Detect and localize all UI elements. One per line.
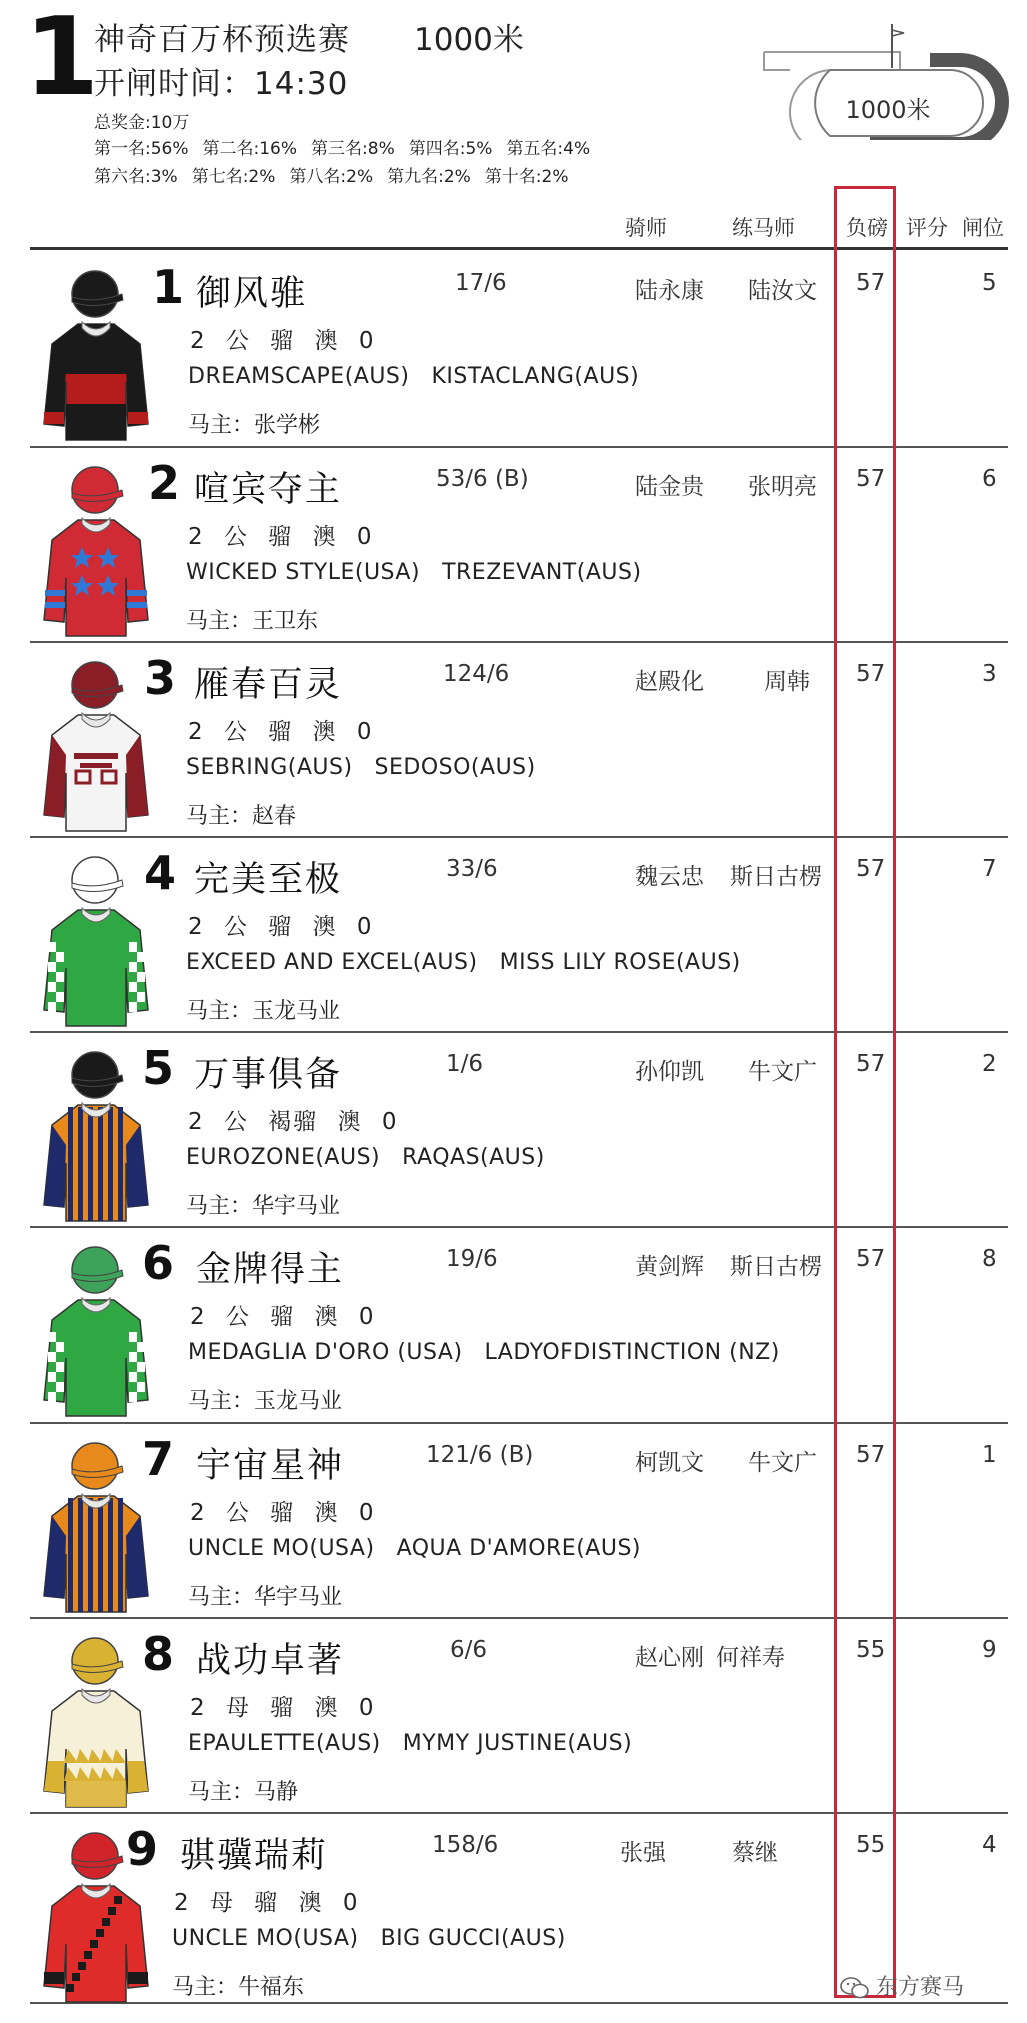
weight: 55 <box>856 1832 886 1858</box>
col-header-trainer: 练马师 <box>732 216 795 240</box>
odds: 6/6 <box>450 1637 488 1663</box>
owner-name: 马主：华宇马业 <box>186 1194 341 1219</box>
watermark-text: 东方赛马 <box>876 1975 965 2000</box>
weight: 57 <box>856 1051 886 1077</box>
weight: 57 <box>856 466 886 492</box>
weight: 57 <box>856 1246 886 1272</box>
trainer-name: 牛文广 <box>748 1059 817 1085</box>
sire-name: UNCLE MO(USA) <box>188 1536 375 1561</box>
race-title: 神奇百万杯预选赛 <box>94 22 350 58</box>
prize-item: 第八名:2% <box>289 167 374 187</box>
dam-name: MYMY JUSTINE(AUS) <box>402 1731 633 1756</box>
jockey-name: 赵殿化 <box>635 669 704 695</box>
pedigree <box>186 1145 545 1170</box>
draw: 8 <box>982 1246 997 1272</box>
sire-name: UNCLE MO(USA) <box>172 1926 359 1951</box>
start-time: 开闸时间：14:30 <box>94 66 349 102</box>
track-diagram <box>760 20 1020 140</box>
jockey-silks-icon <box>30 655 162 835</box>
prize-item: 第十名:2% <box>484 167 569 187</box>
pedigree <box>188 1340 780 1365</box>
dam-name: RAQAS(AUS) <box>402 1145 545 1170</box>
runner-number: 8 <box>142 1627 175 1681</box>
weight: 55 <box>856 1637 886 1663</box>
owner-name: 马主：华宇马业 <box>188 1585 343 1610</box>
jockey-name: 陆金贵 <box>635 474 704 500</box>
owner-name: 马主：玉龙马业 <box>188 1389 343 1414</box>
prize-item: 第九名:2% <box>387 167 471 187</box>
horse-name: 战功卓著 <box>196 1641 345 1681</box>
draw: 6 <box>982 466 997 492</box>
dam-name: KISTACLANG(AUS) <box>431 364 640 389</box>
dam-name: TREZEVANT(AUS) <box>442 560 642 585</box>
watermark <box>840 1970 964 2001</box>
prize-item: 第三名:8% <box>311 139 395 159</box>
runner-number: 7 <box>142 1432 175 1486</box>
jockey-silks-icon <box>30 460 162 640</box>
jockey-name: 赵心刚 <box>635 1645 704 1671</box>
race-number: 1 <box>24 0 100 120</box>
draw: 5 <box>982 270 997 296</box>
wechat-icon <box>840 1976 870 2000</box>
odds: 19/6 <box>446 1246 498 1272</box>
trainer-name: 陆汝文 <box>748 278 817 304</box>
horse-name: 宇宙星神 <box>196 1446 345 1486</box>
owner-name: 马主：玉龙马业 <box>186 999 341 1024</box>
sire-name: SEBRING(AUS) <box>186 755 353 780</box>
jockey-name: 孙仰凯 <box>635 1059 704 1085</box>
jockey-name: 魏云忠 <box>635 864 704 890</box>
weight: 57 <box>856 661 886 687</box>
trainer-name: 斯日古楞 <box>730 864 822 890</box>
pedigree <box>188 1731 632 1756</box>
jockey-silks-icon <box>30 264 162 444</box>
owner-name: 马主：赵春 <box>186 804 297 829</box>
track-distance-label: 1000米 <box>845 96 931 124</box>
prize-row-1 <box>94 134 604 159</box>
horse-info: 2 公 骝 澳 0 <box>190 328 376 354</box>
pedigree <box>188 364 639 389</box>
weight: 57 <box>856 1442 886 1468</box>
sire-name: EUROZONE(AUS) <box>186 1145 381 1170</box>
pedigree <box>172 1926 566 1951</box>
draw: 7 <box>982 856 997 882</box>
trainer-name: 蔡继 <box>732 1840 778 1866</box>
runner-number: 1 <box>152 260 185 314</box>
odds: 124/6 <box>443 661 510 687</box>
prize-item: 第五名:4% <box>506 139 591 159</box>
trainer-name: 斯日古楞 <box>730 1254 822 1280</box>
prize-item: 第七名:2% <box>191 167 276 187</box>
weight: 57 <box>856 856 886 882</box>
dam-name: AQUA D'AMORE(AUS) <box>396 1536 641 1561</box>
pedigree <box>188 1536 641 1561</box>
odds: 121/6 (B) <box>426 1442 534 1468</box>
jockey-name: 柯凯文 <box>635 1450 704 1476</box>
prize-row-2 <box>94 162 583 187</box>
horse-info: 2 母 骝 澳 0 <box>174 1890 360 1916</box>
odds: 33/6 <box>446 856 498 882</box>
draw: 9 <box>982 1637 997 1663</box>
owner-name: 马主：张学彬 <box>188 413 321 438</box>
runner-number: 3 <box>144 651 177 705</box>
trainer-name: 牛文广 <box>748 1450 817 1476</box>
jockey-name: 黄剑辉 <box>635 1254 704 1280</box>
runner-number: 5 <box>142 1041 175 1095</box>
owner-name: 马主：王卫东 <box>186 609 319 634</box>
jockey-silks-icon <box>30 850 162 1030</box>
jockey-name: 陆永康 <box>635 278 704 304</box>
owner-name: 马主：马静 <box>188 1780 299 1805</box>
owner-name: 马主：牛福东 <box>172 1975 305 2000</box>
runner-number: 2 <box>148 456 181 510</box>
prize-item: 第一名:56% <box>94 139 189 159</box>
draw: 3 <box>982 661 997 687</box>
sire-name: EXCEED AND EXCEL(AUS) <box>186 950 478 975</box>
col-header-weight: 负磅 <box>846 216 888 240</box>
jockey-name: 张强 <box>620 1840 666 1866</box>
horse-name: 万事俱备 <box>194 1055 343 1095</box>
prize-total: 总奖金:10万 <box>94 113 190 133</box>
race-distance: 1000米 <box>414 22 524 58</box>
draw: 4 <box>982 1832 997 1858</box>
draw: 1 <box>982 1442 997 1468</box>
pedigree <box>186 560 642 585</box>
horse-name: 喧宾夺主 <box>194 470 343 510</box>
trainer-name: 周韩 <box>764 669 810 695</box>
odds: 158/6 <box>432 1832 499 1858</box>
dam-name: SEDOSO(AUS) <box>374 755 536 780</box>
horse-name: 御风骓 <box>196 274 308 314</box>
horse-name: 骐骥瑞莉 <box>180 1836 329 1876</box>
weight: 57 <box>856 270 886 296</box>
prize-item: 第六名:3% <box>94 167 178 187</box>
dam-name: LADYOFDISTINCTION (NZ) <box>484 1340 780 1365</box>
odds: 17/6 <box>455 270 507 296</box>
horse-info: 2 公 骝 澳 0 <box>190 1304 376 1330</box>
prize-item: 第二名:16% <box>202 139 298 159</box>
horse-info: 2 公 骝 澳 0 <box>188 719 374 745</box>
prize-item: 第四名:5% <box>408 139 493 159</box>
col-header-jockey: 骑师 <box>625 216 667 240</box>
horse-info: 2 公 褐骝 澳 0 <box>188 1109 399 1135</box>
dam-name: BIG GUCCI(AUS) <box>380 1926 566 1951</box>
col-header-rating: 评分 <box>906 216 948 240</box>
trainer-name: 何祥寿 <box>716 1645 785 1671</box>
runner-number: 9 <box>126 1822 159 1876</box>
pedigree <box>186 755 536 780</box>
sire-name: MEDAGLIA D'ORO (USA) <box>188 1340 463 1365</box>
weight-column-highlight <box>834 186 896 1998</box>
runner-number: 4 <box>144 846 177 900</box>
sire-name: WICKED STYLE(USA) <box>186 560 421 585</box>
odds: 53/6 (B) <box>436 466 529 492</box>
horse-info: 2 母 骝 澳 0 <box>190 1695 376 1721</box>
horse-name: 完美至极 <box>194 860 343 900</box>
dam-name: MISS LILY ROSE(AUS) <box>499 950 741 975</box>
pedigree <box>186 950 741 975</box>
odds: 1/6 <box>446 1051 484 1077</box>
horse-name: 金牌得主 <box>196 1250 345 1290</box>
horse-info: 2 公 骝 澳 0 <box>188 914 374 940</box>
horse-info: 2 公 骝 澳 0 <box>190 1500 376 1526</box>
sire-name: DREAMSCAPE(AUS) <box>188 364 410 389</box>
sire-name: EPAULETTE(AUS) <box>188 1731 381 1756</box>
col-header-draw: 闸位 <box>962 216 1004 240</box>
runner-number: 6 <box>142 1236 175 1290</box>
horse-name: 雁春百灵 <box>194 665 343 705</box>
trainer-name: 张明亮 <box>748 474 817 500</box>
horse-info: 2 公 骝 澳 0 <box>188 524 374 550</box>
draw: 2 <box>982 1051 997 1077</box>
